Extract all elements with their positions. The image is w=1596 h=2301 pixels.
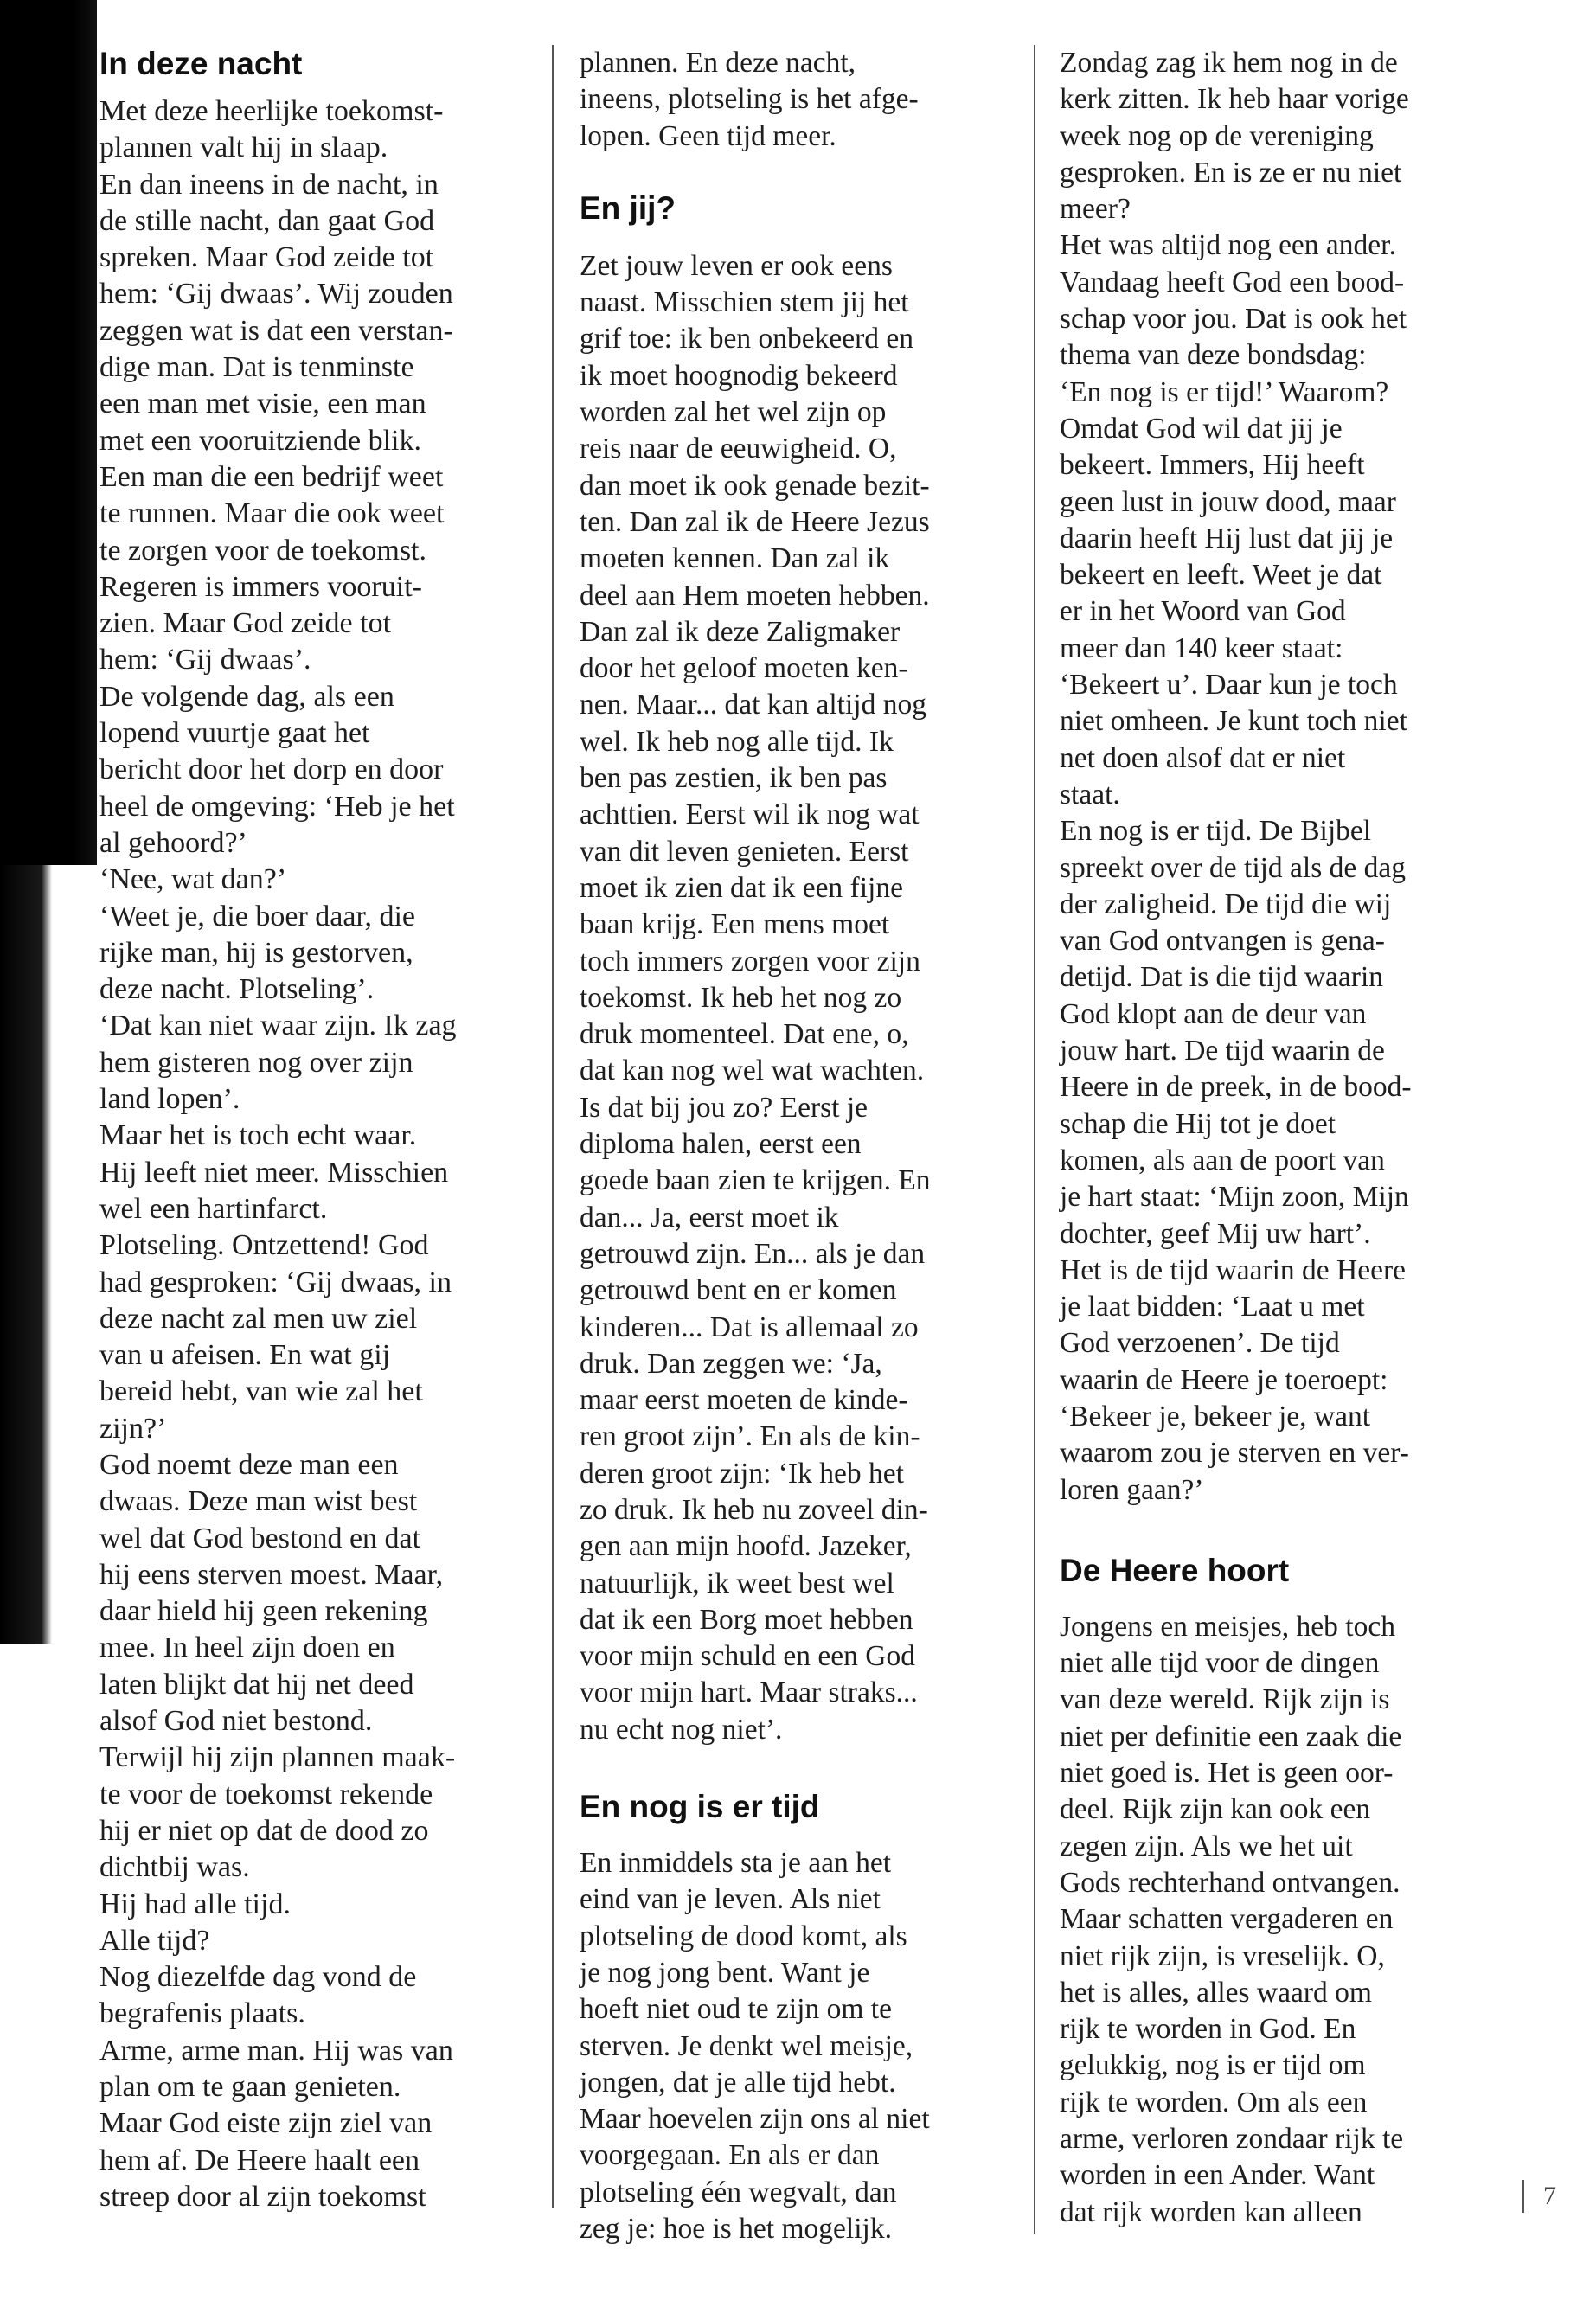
text-line: ‘Bekeert u’. Daar kun je toch [1060, 669, 1398, 702]
text-line: naast. Misschien stem jij het [580, 286, 909, 319]
text-line: bereid hebt, van wie zal het [99, 1375, 423, 1408]
text-line: Maar God eiste zijn ziel van [99, 2107, 433, 2140]
text-line: arme, verloren zondaar rijk te [1060, 2123, 1404, 2156]
text-line: te voor de toekomst rekende [99, 1778, 433, 1811]
text-line: Omdat God wil dat jij je [1060, 412, 1343, 445]
text-line: baan krijg. Een mens moet [580, 908, 890, 941]
text-line: loren gaan?’ [1060, 1473, 1204, 1506]
column-1-body [99, 93, 541, 2215]
text-line: hem af. De Heere haalt een [99, 2144, 420, 2176]
text-line: ‘Bekeer je, bekeer je, want [1060, 1400, 1370, 1433]
text-line: jouw hart. De tijd waarin de [1060, 1035, 1385, 1067]
text-line: Maar schatten vergaderen en [1060, 1903, 1394, 1936]
text-line: wel dat God bestond en dat [99, 1522, 421, 1554]
text-line: dochter, geef Mij uw hart’. [1060, 1217, 1371, 1250]
text-line: deze nacht. Plotseling’. [99, 973, 375, 1006]
text-line: God noemt deze man een [99, 1448, 399, 1481]
text-line: spreekt over de tijd als de dag [1060, 851, 1407, 884]
heading-de-heere-hoort: De Heere hoort [1060, 1552, 1290, 1588]
text-line: rijke man, hij is gestorven, [99, 936, 413, 969]
text-line: Maar het is toch echt waar. [99, 1119, 417, 1152]
text-line: schap voor jou. Dat is ook het [1060, 303, 1407, 336]
column-3 [1060, 45, 1501, 2231]
text-line: plotseling de dood komt, als [580, 1920, 907, 1952]
text-line: laten blijkt dat hij net deed [99, 1668, 414, 1701]
text-line: wel een hartinfarct. [99, 1192, 328, 1225]
text-line: er in het Woord van God [1060, 595, 1346, 628]
text-line: De volgende dag, als een [99, 680, 394, 713]
column-2-body-1 [580, 248, 1021, 1748]
text-line: Met deze heerlijke toekomst- [99, 95, 444, 127]
text-line: toekomst. Ik heb het nog zo [580, 981, 902, 1014]
text-line: dan moet ik ook genade bezit- [580, 469, 930, 502]
text-line: achttien. Eerst wil ik nog wat [580, 798, 920, 831]
text-line: Het is de tijd waarin de Heere [1060, 1253, 1406, 1286]
text-line: plannen valt hij in slaap. [99, 131, 388, 164]
text-line: Alle tijd? [99, 1924, 210, 1957]
text-line: hem: ‘Gij dwaas’. Wij zouden [99, 278, 453, 311]
text-line: kinderen... Dat is allemaal zo [580, 1311, 919, 1343]
text-line: je hart staat: ‘Mijn zoon, Mijn [1060, 1181, 1409, 1214]
text-line: God verzoenen’. De tijd [1060, 1327, 1340, 1360]
text-line: niet alle tijd voor de dingen [1060, 1647, 1380, 1680]
text-line: detijd. Dat is die tijd waarin [1060, 961, 1383, 994]
text-line: worden in een Ander. Want [1060, 2159, 1375, 2192]
text-line: plannen. En deze nacht, [580, 47, 856, 79]
text-line: schap die Hij tot je doet [1060, 1107, 1336, 1140]
text-line: hoeft niet oud te zijn om te [580, 1993, 892, 2026]
text-line: door het geloof moeten ken- [580, 652, 908, 685]
column-3-body-1 [1060, 45, 1501, 1509]
text-line: plan om te gaan genieten. [99, 2071, 401, 2104]
text-line: van deze wereld. Rijk zijn is [1060, 1683, 1390, 1716]
text-line: deze nacht zal men uw ziel [99, 1302, 418, 1335]
column-2 [580, 45, 1021, 2247]
text-line: Terwijl hij zijn plannen maak- [99, 1741, 456, 1774]
text-line: ik moet hoognodig bekeerd [580, 359, 898, 392]
text-line: van u afeisen. En wat gij [99, 1339, 391, 1372]
text-line: druk. Dan zeggen we: ‘Ja, [580, 1347, 882, 1380]
text-line: dwaas. Deze man wist best [99, 1485, 418, 1518]
text-line: spreken. Maar God zeide tot [99, 241, 434, 274]
page-number: 7 [1522, 2180, 1556, 2213]
text-line: Dan zal ik deze Zaligmaker [580, 615, 901, 648]
text-line: ‘Dat kan niet waar zijn. Ik zag [99, 1009, 457, 1042]
text-line: En nog is er tijd. De Bijbel [1060, 815, 1372, 848]
text-line: de stille nacht, dan gaat God [99, 204, 435, 237]
column-divider-2 [1034, 45, 1035, 2234]
text-line: zijn?’ [99, 1412, 167, 1445]
text-line: ‘Weet je, die boer daar, die [99, 900, 415, 933]
text-line: der zaligheid. De tijd die wij [1060, 888, 1392, 920]
text-line: met een vooruitziende blik. [99, 424, 421, 457]
text-line: zeg je: hoe is het mogelijk. [580, 2213, 892, 2246]
text-line: goede baan zien te krijgen. En [580, 1164, 931, 1197]
text-line: Nog diezelfde dag vond de [99, 1961, 417, 1994]
text-line: alsof God niet bestond. [99, 1705, 373, 1738]
text-line: hij er niet op dat de dood zo [99, 1814, 429, 1847]
text-line: land lopen’. [99, 1083, 240, 1116]
text-line: deel aan Hem moeten hebben. [580, 579, 930, 612]
text-line: getrouwd zijn. En... als je dan [580, 1237, 926, 1270]
text-line: komen, als aan de poort van [1060, 1144, 1385, 1176]
text-line: had gesproken: ‘Gij dwaas, in [99, 1266, 452, 1298]
text-line: het is alles, alles waard om [1060, 1976, 1372, 2009]
text-line: Zet jouw leven er ook eens [580, 249, 893, 282]
text-line: toch immers zorgen voor zijn [580, 945, 920, 977]
text-line: Heere in de preek, in de bood- [1060, 1071, 1412, 1104]
text-line: daarin heeft Hij lust dat jij je [1060, 522, 1394, 554]
text-line: bekeert. Immers, Hij heeft [1060, 449, 1365, 482]
text-line: ben pas zestien, ik ben pas [580, 762, 888, 795]
text-line: zien. Maar God zeide tot [99, 607, 392, 640]
text-line: niet goed is. Het is geen oor- [1060, 1757, 1394, 1790]
column-2-intro [580, 45, 1021, 155]
text-line: voorgegaan. En als er dan [580, 2139, 880, 2172]
text-line: gesproken. En is ze er nu niet [1060, 156, 1402, 189]
text-line: thema van deze bondsdag: [1060, 339, 1367, 372]
text-line: bericht door het dorp en door [99, 753, 444, 786]
text-line: getrouwd bent en er komen [580, 1274, 897, 1307]
text-line: van dit leven genieten. Eerst [580, 835, 909, 868]
text-line: worden zal het wel zijn op [580, 396, 887, 429]
text-line: moet ik zien dat ik een fijne [580, 871, 903, 904]
text-line: deel. Rijk zijn kan ook een [1060, 1793, 1371, 1826]
text-line: Hij had alle tijd. [99, 1888, 291, 1920]
text-line: dichtbij was. [99, 1851, 250, 1884]
text-line: reis naar de eeuwigheid. O, [580, 433, 897, 465]
text-line: lopend vuurtje gaat het [99, 717, 370, 750]
text-line: eind van je leven. Als niet [580, 1883, 881, 1916]
text-line: geen lust in jouw dood, maar [1060, 485, 1396, 518]
text-line: hij eens sterven moest. Maar, [99, 1558, 444, 1591]
text-line: moeten kennen. Dan zal ik [580, 542, 890, 575]
text-line: dige man. Dat is tenminste [99, 351, 414, 384]
text-line: zegen zijn. Als we het uit [1060, 1830, 1353, 1862]
heading-en-jij: En jij? [580, 189, 676, 226]
text-line: Maar hoevelen zijn ons al niet [580, 2103, 930, 2136]
text-line: dat kan nog wel wat wachten. [580, 1054, 925, 1087]
text-line: net doen alsof dat er niet [1060, 741, 1346, 774]
text-line: niet omheen. Je kunt toch niet [1060, 705, 1407, 738]
text-line: zo druk. Ik heb nu zoveel din- [580, 1493, 928, 1526]
text-line: hem: ‘Gij dwaas’. [99, 644, 311, 676]
text-line: jongen, dat je alle tijd hebt. [580, 2066, 896, 2099]
text-line: ineens, plotseling is het afge- [580, 83, 919, 116]
text-line: voor mijn schuld en een God [580, 1640, 915, 1673]
text-line: hem gisteren nog over zijn [99, 1046, 413, 1079]
text-line: En dan ineens in de nacht, in [99, 168, 439, 201]
text-line: zeggen wat is dat een verstan- [99, 314, 453, 347]
text-line: Arme, arme man. Hij was van [99, 2034, 453, 2067]
heading-in-deze-nacht: In deze nacht [99, 46, 303, 81]
text-line: kerk zitten. Ik heb haar vorige [1060, 83, 1409, 116]
text-line: heel de omgeving: ‘Heb je het [99, 790, 455, 823]
text-line: je nog jong bent. Want je [580, 1956, 870, 1989]
text-line: Vandaag heeft God een bood- [1060, 266, 1405, 298]
text-line: nen. Maar... dat kan altijd nog [580, 689, 926, 721]
text-line: deren groot zijn: ‘Ik heb het [580, 1457, 904, 1490]
text-line: je laat bidden: ‘Laat u met [1060, 1291, 1365, 1324]
column-1 [99, 45, 541, 2215]
text-line: ‘Nee, wat dan?’ [99, 863, 287, 896]
column-3-body-2 [1060, 1609, 1501, 2231]
text-line: natuurlijk, ik weet best wel [580, 1567, 894, 1599]
heading-en-nog-is-er-tijd: En nog is er tijd [580, 1789, 820, 1825]
text-line: Jongens en meisjes, heb toch [1060, 1610, 1395, 1643]
text-line: Een man die een bedrijf weet [99, 460, 444, 493]
text-line: maar eerst moeten de kinde- [580, 1384, 908, 1417]
text-line: mee. In heel zijn doen en [99, 1631, 395, 1664]
text-line: lopen. Geen tijd meer. [580, 119, 836, 152]
text-line: bekeert en leeft. Weet je dat [1060, 559, 1382, 592]
text-line: Regeren is immers vooruit- [99, 570, 422, 603]
text-line: En inmiddels sta je aan het [580, 1847, 892, 1880]
text-line: ren groot zijn’. En als de kin- [580, 1420, 920, 1453]
text-line: rijk te worden. Om als een [1060, 2086, 1368, 2118]
text-line: dat ik een Borg moet hebben [580, 1603, 913, 1636]
text-line: meer? [1060, 193, 1131, 226]
text-line: Plotseling. Ontzettend! God [99, 1229, 429, 1262]
text-line: meer dan 140 keer staat: [1060, 631, 1343, 664]
text-line: Gods rechterhand ontvangen. [1060, 1866, 1401, 1899]
text-line: nu echt nog niet’. [580, 1713, 783, 1746]
text-line: Is dat bij jou zo? Eerst je [580, 1091, 869, 1124]
text-line: grif toe: ik ben onbekeerd en [580, 323, 914, 356]
text-line: Het was altijd nog een ander. [1060, 229, 1396, 262]
text-line: waarin de Heere je toeroept: [1060, 1363, 1388, 1396]
text-line: niet rijk zijn, is vreselijk. O, [1060, 1939, 1385, 1972]
text-line: staat. [1060, 778, 1120, 811]
column-2-body-2 [580, 1845, 1021, 2247]
text-line: gelukkig, nog is er tijd om [1060, 2049, 1366, 2082]
text-line: van God ontvangen is gena- [1060, 925, 1385, 958]
text-line: sterven. Je denkt wel meisje, [580, 2029, 913, 2062]
text-line: diploma halen, eerst een [580, 1128, 862, 1161]
text-line: ten. Dan zal ik de Heere Jezus [580, 505, 930, 538]
text-line: te runnen. Maar die ook weet [99, 497, 445, 530]
text-line: daar hield hij geen rekening [99, 1595, 428, 1628]
text-line: rijk te worden in God. En [1060, 2013, 1356, 2046]
text-line: dat rijk worden kan alleen [1060, 2195, 1362, 2228]
text-line: streep door al zijn toekomst [99, 2180, 426, 2213]
text-line: wel. Ik heb nog alle tijd. Ik [580, 725, 894, 758]
text-line: ‘En nog is er tijd!’ Waarom? [1060, 375, 1389, 408]
text-line: waarom zou je sterven en ver- [1060, 1437, 1409, 1470]
text-line: gen aan mijn hoofd. Jazeker, [580, 1530, 912, 1563]
scan-edge-shadow [0, 0, 97, 2301]
text-line: al gehoord?’ [99, 826, 247, 859]
text-line: druk momenteel. Dat ene, o, [580, 1018, 909, 1051]
text-line: dan... Ja, eerst moet ik [580, 1201, 839, 1234]
text-line: week nog op de vereniging [1060, 119, 1374, 152]
text-line: Zondag zag ik hem nog in de [1060, 47, 1398, 79]
text-line: Hij leeft niet meer. Misschien [99, 1156, 449, 1189]
text-line: God klopt aan de deur van [1060, 997, 1367, 1030]
text-line: begrafenis plaats. [99, 1997, 305, 2030]
text-line: plotseling één wegvalt, dan [580, 2176, 897, 2208]
text-line: een man met visie, een man [99, 388, 426, 420]
text-line: voor mijn hart. Maar straks... [580, 1676, 918, 1709]
text-line: niet per definitie een zaak die [1060, 1720, 1402, 1753]
column-divider-1 [552, 45, 554, 2208]
text-line: te zorgen voor de toekomst. [99, 534, 427, 567]
